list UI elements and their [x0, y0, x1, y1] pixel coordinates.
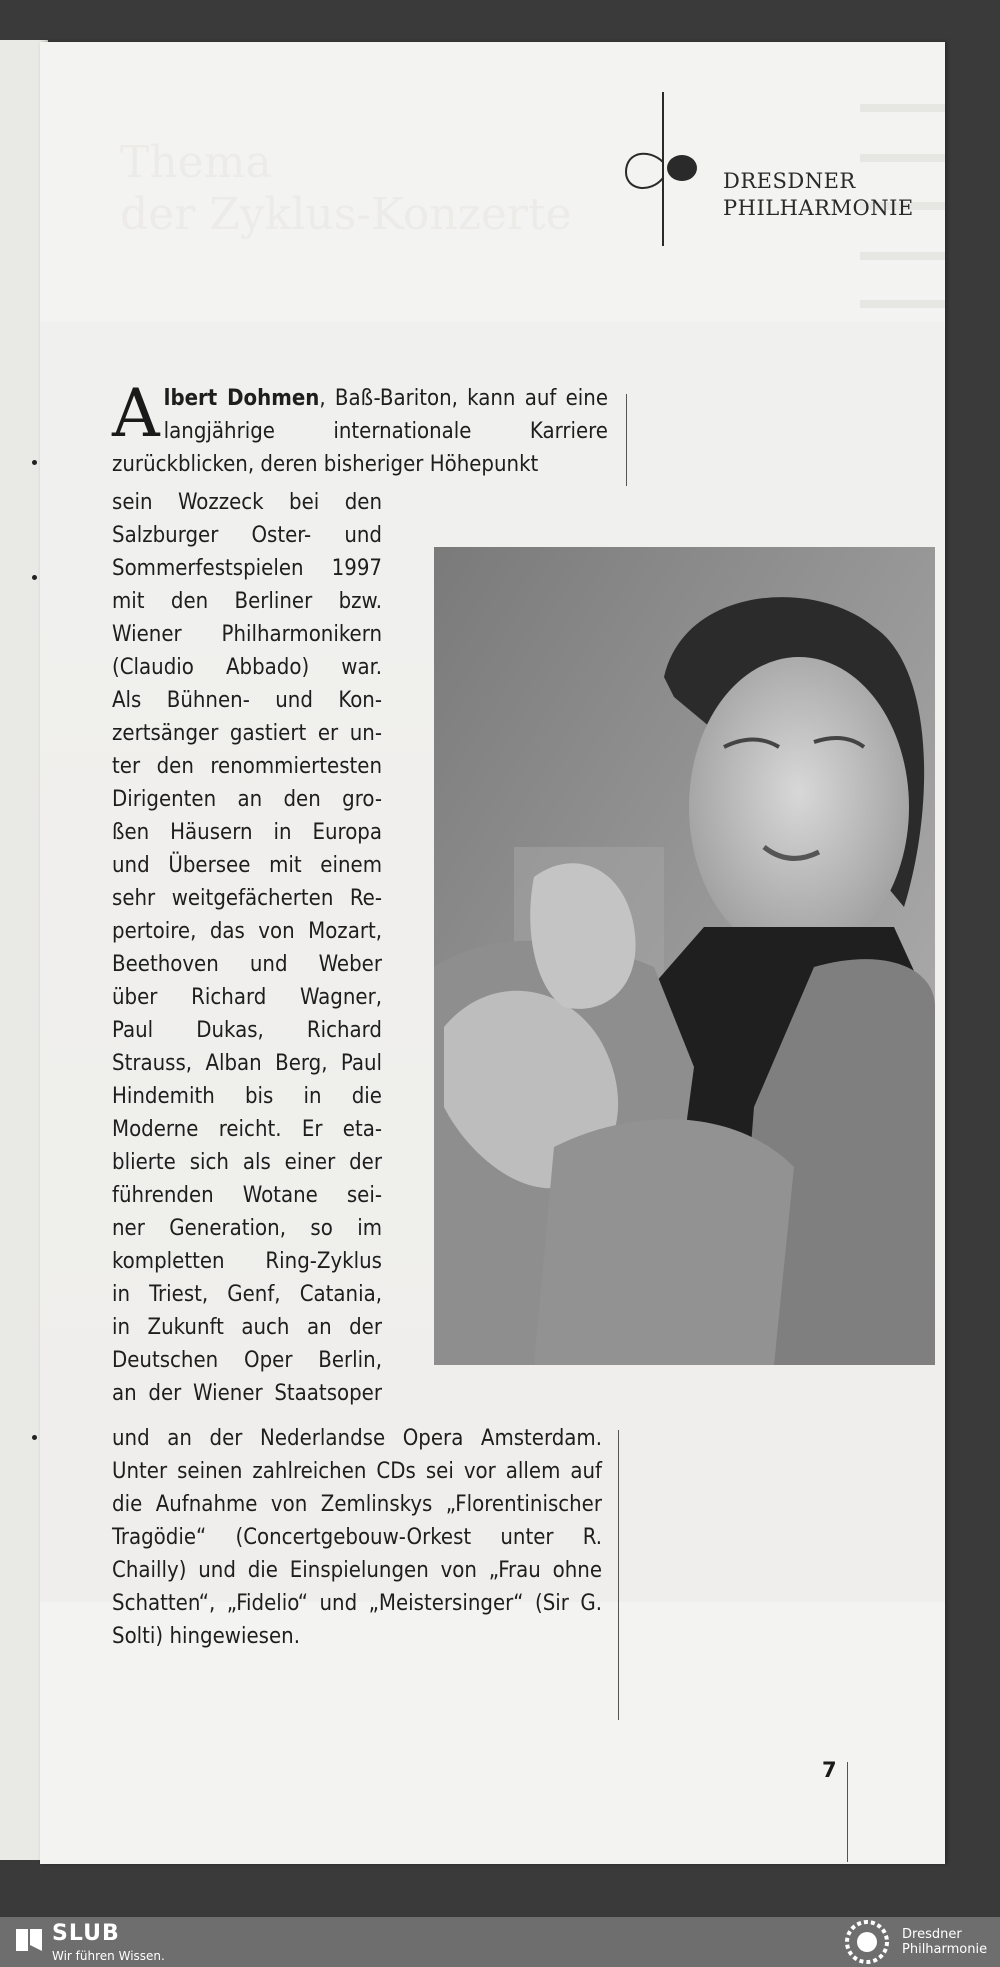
- bullet-mark: [32, 1435, 37, 1440]
- intro-text: , Baß-Bariton, kann auf eine langjährige internationale Karriere zurückblicken, deren bisheriger Höhepunkt: [112, 386, 608, 477]
- logo-line1: DRESDNER: [723, 169, 856, 193]
- narrow-text-line: in Zukunft auch an der: [112, 1315, 382, 1340]
- narrow-text-line: Moderne reicht. Er eta-: [112, 1117, 382, 1142]
- partner-line2: Philharmonie: [902, 1942, 988, 1957]
- artist-name: lbert Dohmen: [163, 386, 320, 411]
- show-through-title: [120, 137, 572, 241]
- narrow-text-line: Sommerfestspielen 1997: [112, 556, 382, 581]
- portrait-photo: [434, 547, 935, 1365]
- narrow-text-line: in Triest, Genf, Catania,: [112, 1282, 382, 1307]
- narrow-column: [112, 486, 382, 1410]
- narrow-text-line: ßen Häusern in Europa: [112, 820, 382, 845]
- narrow-text-line: Wiener Philharmonikern: [112, 622, 382, 647]
- narrow-text-line: (Claudio Abbado) war.: [112, 655, 382, 680]
- narrow-text-line: über Richard Wagner,: [112, 985, 382, 1010]
- dp-monogram-icon: [588, 90, 718, 250]
- narrow-text-line: Beethoven und Weber: [112, 952, 382, 977]
- narrow-text-line: zertsänger gastiert er un-: [112, 721, 382, 746]
- slub-title: SLUB: [52, 1921, 120, 1946]
- intro-paragraph: [112, 375, 608, 481]
- ghost-title-line1: Thema: [120, 137, 272, 188]
- column-rule-lower: [618, 1430, 619, 1720]
- narrow-text-line: Salzburger Oster- und: [112, 523, 382, 548]
- narrow-text-line: sein Wozzeck bei den: [112, 490, 382, 515]
- logo-text: [723, 168, 914, 222]
- drop-cap: A: [112, 375, 160, 452]
- narrow-text-line: Dirigenten an den gro-: [112, 787, 382, 812]
- narrow-text-line: ner Generation, so im: [112, 1216, 382, 1241]
- philharmonie-logo-icon: [842, 1919, 892, 1965]
- narrow-text-line: pertoire, das von Mozart,: [112, 919, 382, 944]
- narrow-text-line: kompletten Ring-Zyklus: [112, 1249, 382, 1274]
- dresdner-philharmonie-logo: [588, 90, 914, 250]
- narrow-text-line: blierte sich als einer der: [112, 1150, 382, 1175]
- narrow-text-line: und Übersee mit einem: [112, 853, 382, 878]
- slub-logo-icon: [14, 1925, 44, 1955]
- column-rule: [626, 394, 627, 486]
- slub-tagline: Wir führen Wissen.: [52, 1949, 165, 1963]
- narrow-text-line: Hindemith bis in die: [112, 1084, 382, 1109]
- narrow-text-line: mit den Berliner bzw.: [112, 589, 382, 614]
- ghost-title-line2: der Zyklus-Konzerte: [120, 189, 572, 240]
- partner-line1: Dresdner: [902, 1927, 962, 1942]
- bullet-mark: [32, 575, 37, 580]
- document-page: [40, 42, 945, 1864]
- narrow-text-line: Strauss, Alban Berg, Paul: [112, 1051, 382, 1076]
- narrow-text-line: ter den renommiertesten: [112, 754, 382, 779]
- outro-paragraph: und an der Nederlandse Opera Amsterdam. Unter seinen zahlreichen CDs sei vor allem auf die Aufnahme von Zemlinskys „Florentinischer Tragödie“ (Concertgebouw-Orkest unter R. Chailly) und die Einspielungen von „Frau ohne Schatten“, „Fidelio“ und „Meistersinger“ (Sir G. Solti) hingewiesen.: [112, 1426, 602, 1649]
- narrow-text-line: Deutschen Oper Berlin,: [112, 1348, 382, 1373]
- page-number: 7: [822, 1758, 837, 1782]
- partner-name: [902, 1927, 987, 1957]
- portrait-image: [434, 547, 935, 1365]
- page-number-rule: [847, 1762, 848, 1862]
- narrow-text-line: sehr weitgefächerten Re-: [112, 886, 382, 911]
- narrow-text-line: Als Bühnen- und Kon-: [112, 688, 382, 713]
- narrow-text-line: führenden Wotane sei-: [112, 1183, 382, 1208]
- library-footer: [0, 1917, 1000, 1967]
- bullet-mark: [32, 460, 37, 465]
- logo-line2: PHILHARMONIE: [723, 196, 914, 220]
- narrow-text-line: an der Wiener Staatsoper: [112, 1381, 382, 1406]
- narrow-text-line: Paul Dukas, Richard: [112, 1018, 382, 1043]
